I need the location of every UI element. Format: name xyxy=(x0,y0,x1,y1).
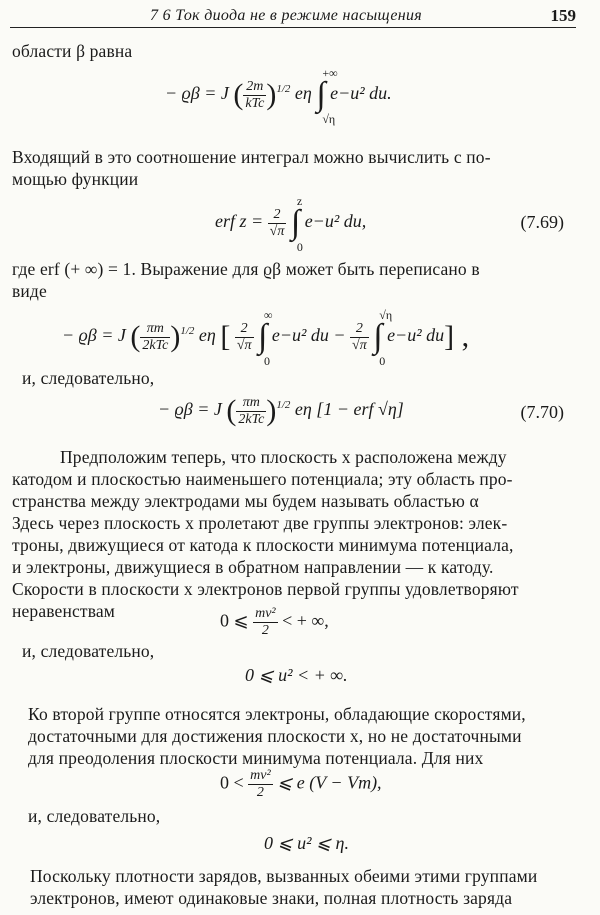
power: 1/2 xyxy=(276,399,291,412)
eq-lhs: erf z = xyxy=(215,211,264,232)
fraction xyxy=(248,768,273,801)
integral-sign: ∫ ∞ 0 xyxy=(258,308,273,368)
fraction xyxy=(235,321,254,354)
paren: ( xyxy=(130,320,141,353)
frac-num: mv² xyxy=(255,606,276,621)
frac-den: 2kTc xyxy=(142,337,169,353)
exp-term: eη xyxy=(198,325,216,346)
eq-lhs: − ϱβ = J xyxy=(158,399,222,420)
int-lower: 0 xyxy=(379,354,386,368)
frac-num: πm xyxy=(236,395,266,412)
eq-rhs: eη [1 − erf √η] xyxy=(294,399,404,420)
int-upper: z xyxy=(296,194,303,208)
fraction xyxy=(253,606,278,639)
frac-den: 2kTc xyxy=(238,411,265,427)
frac-den: √π xyxy=(352,337,367,353)
int-lower: 0 xyxy=(264,354,271,368)
paren: ( xyxy=(226,394,237,427)
text-line: и электроны, движущиеся в обратном направлении — к катоду. xyxy=(12,557,494,577)
int-upper: √η xyxy=(379,308,393,322)
int-upper: +∞ xyxy=(322,66,338,80)
text-line: Скорости в плоскости x электронов первой группы удовлетворяют xyxy=(12,579,519,599)
text-line: Входящий в это соотношение интеграл можно вычислить с по- xyxy=(12,147,491,167)
bracket: [ xyxy=(220,320,231,353)
text-line: странства между электродами мы будем называть областью α xyxy=(12,491,479,511)
text-line: Поскольку плотности зарядов, вызванных обеими этими группами xyxy=(30,866,538,886)
frac-den: √π xyxy=(236,337,252,353)
integral-sign: ∫ z 0 xyxy=(290,194,303,254)
text-line: Здесь через плоскость x пролетают две группы электронов: элек- xyxy=(12,513,508,533)
text-line: Ко второй группе относятся электроны, обладающие скоростями, xyxy=(28,704,526,724)
integral-sign: ∫ √η 0 xyxy=(373,308,393,368)
power: 1/2 xyxy=(276,83,291,96)
frac-den: 2 xyxy=(256,785,264,800)
paren: ) xyxy=(170,320,181,353)
integrand: e−u² du xyxy=(387,325,445,346)
running-title: 7 6 Ток диода не в режиме насыщения xyxy=(150,7,422,24)
fraction xyxy=(350,321,369,354)
paren: ) xyxy=(266,394,277,427)
text-line: неравенствам xyxy=(12,601,116,621)
frac-num: 2m xyxy=(243,79,266,96)
integrand: e−u² du. xyxy=(330,83,392,104)
bracket-close: ] , xyxy=(444,320,470,353)
frac-den: kTc xyxy=(245,95,265,111)
frac-num: mv² xyxy=(250,768,271,783)
ineq-right: < + ∞, xyxy=(282,610,329,631)
eq-lhs: − ϱβ = J xyxy=(62,325,126,346)
power: 1/2 xyxy=(180,325,195,338)
text-line: катодом и плоскостью наименьшего потенциала; эту область про- xyxy=(12,469,513,489)
text-line: области β равна xyxy=(12,41,133,61)
integrand: e−u² du, xyxy=(304,211,367,232)
int-lower: √η xyxy=(322,112,336,126)
inequality-4: 0 ⩽ u² ⩽ η. xyxy=(264,833,349,853)
inequality-2: 0 ⩽ u² < + ∞. xyxy=(245,665,348,685)
frac-num: 2 xyxy=(350,321,369,338)
equation-rho-beta-1 xyxy=(165,66,392,126)
text-line: и, следовательно, xyxy=(22,368,155,388)
text-line: достаточными для достижения плоскости x, но не достаточными xyxy=(28,726,522,746)
text-line: мощью функции xyxy=(12,169,139,189)
text-line: где erf (+ ∞) = 1. Выражение для ϱβ может быть переписано в xyxy=(12,259,480,279)
fraction xyxy=(236,395,266,428)
ineq-right: ⩽ e (V − Vm), xyxy=(277,772,382,793)
frac-num: 2 xyxy=(235,321,254,338)
eq-lhs: − ϱβ = J xyxy=(165,83,229,104)
int-lower: 0 xyxy=(296,240,303,254)
equation-erf xyxy=(215,194,367,254)
ineq-left: 0 < xyxy=(220,772,244,793)
frac-num: 2 xyxy=(268,207,287,224)
equation-number: (7.70) xyxy=(520,402,564,422)
text-line: для преодоления плоскости минимума потенциала. Для них xyxy=(28,748,484,768)
text-line: Предположим теперь, что плоскость x расположена между xyxy=(60,447,507,467)
page-header xyxy=(10,3,576,28)
inequality-1 xyxy=(220,606,329,639)
text-line: троны, движущиеся от катода к плоскости минимума потенциала, xyxy=(12,535,514,555)
integrand: e−u² du − xyxy=(271,325,346,346)
fraction xyxy=(140,321,170,354)
frac-den: √π xyxy=(269,223,285,239)
equation-number: (7.69) xyxy=(520,212,564,232)
exp-term: eη xyxy=(294,83,312,104)
ineq-left: 0 ⩽ xyxy=(220,610,249,631)
equation-rho-beta-2 xyxy=(62,308,470,368)
text-line: виде xyxy=(12,281,47,301)
text-line: электронов, имеют одинаковые знаки, полная плотность заряда xyxy=(30,888,513,908)
page-number: 159 xyxy=(550,6,576,25)
text-line: и, следовательно, xyxy=(22,641,155,661)
integral-sign: ∫ +∞ √η xyxy=(316,66,338,126)
paren: ( xyxy=(233,78,244,111)
paren: ) xyxy=(266,78,277,111)
fraction xyxy=(243,79,266,112)
int-upper: ∞ xyxy=(264,308,273,322)
inequality-3 xyxy=(220,768,382,801)
equation-rho-beta-3 xyxy=(158,394,404,428)
frac-num: πm xyxy=(140,321,170,338)
frac-den: 2 xyxy=(261,623,269,638)
fraction xyxy=(268,207,287,240)
text-line: и, следовательно, xyxy=(28,806,161,826)
